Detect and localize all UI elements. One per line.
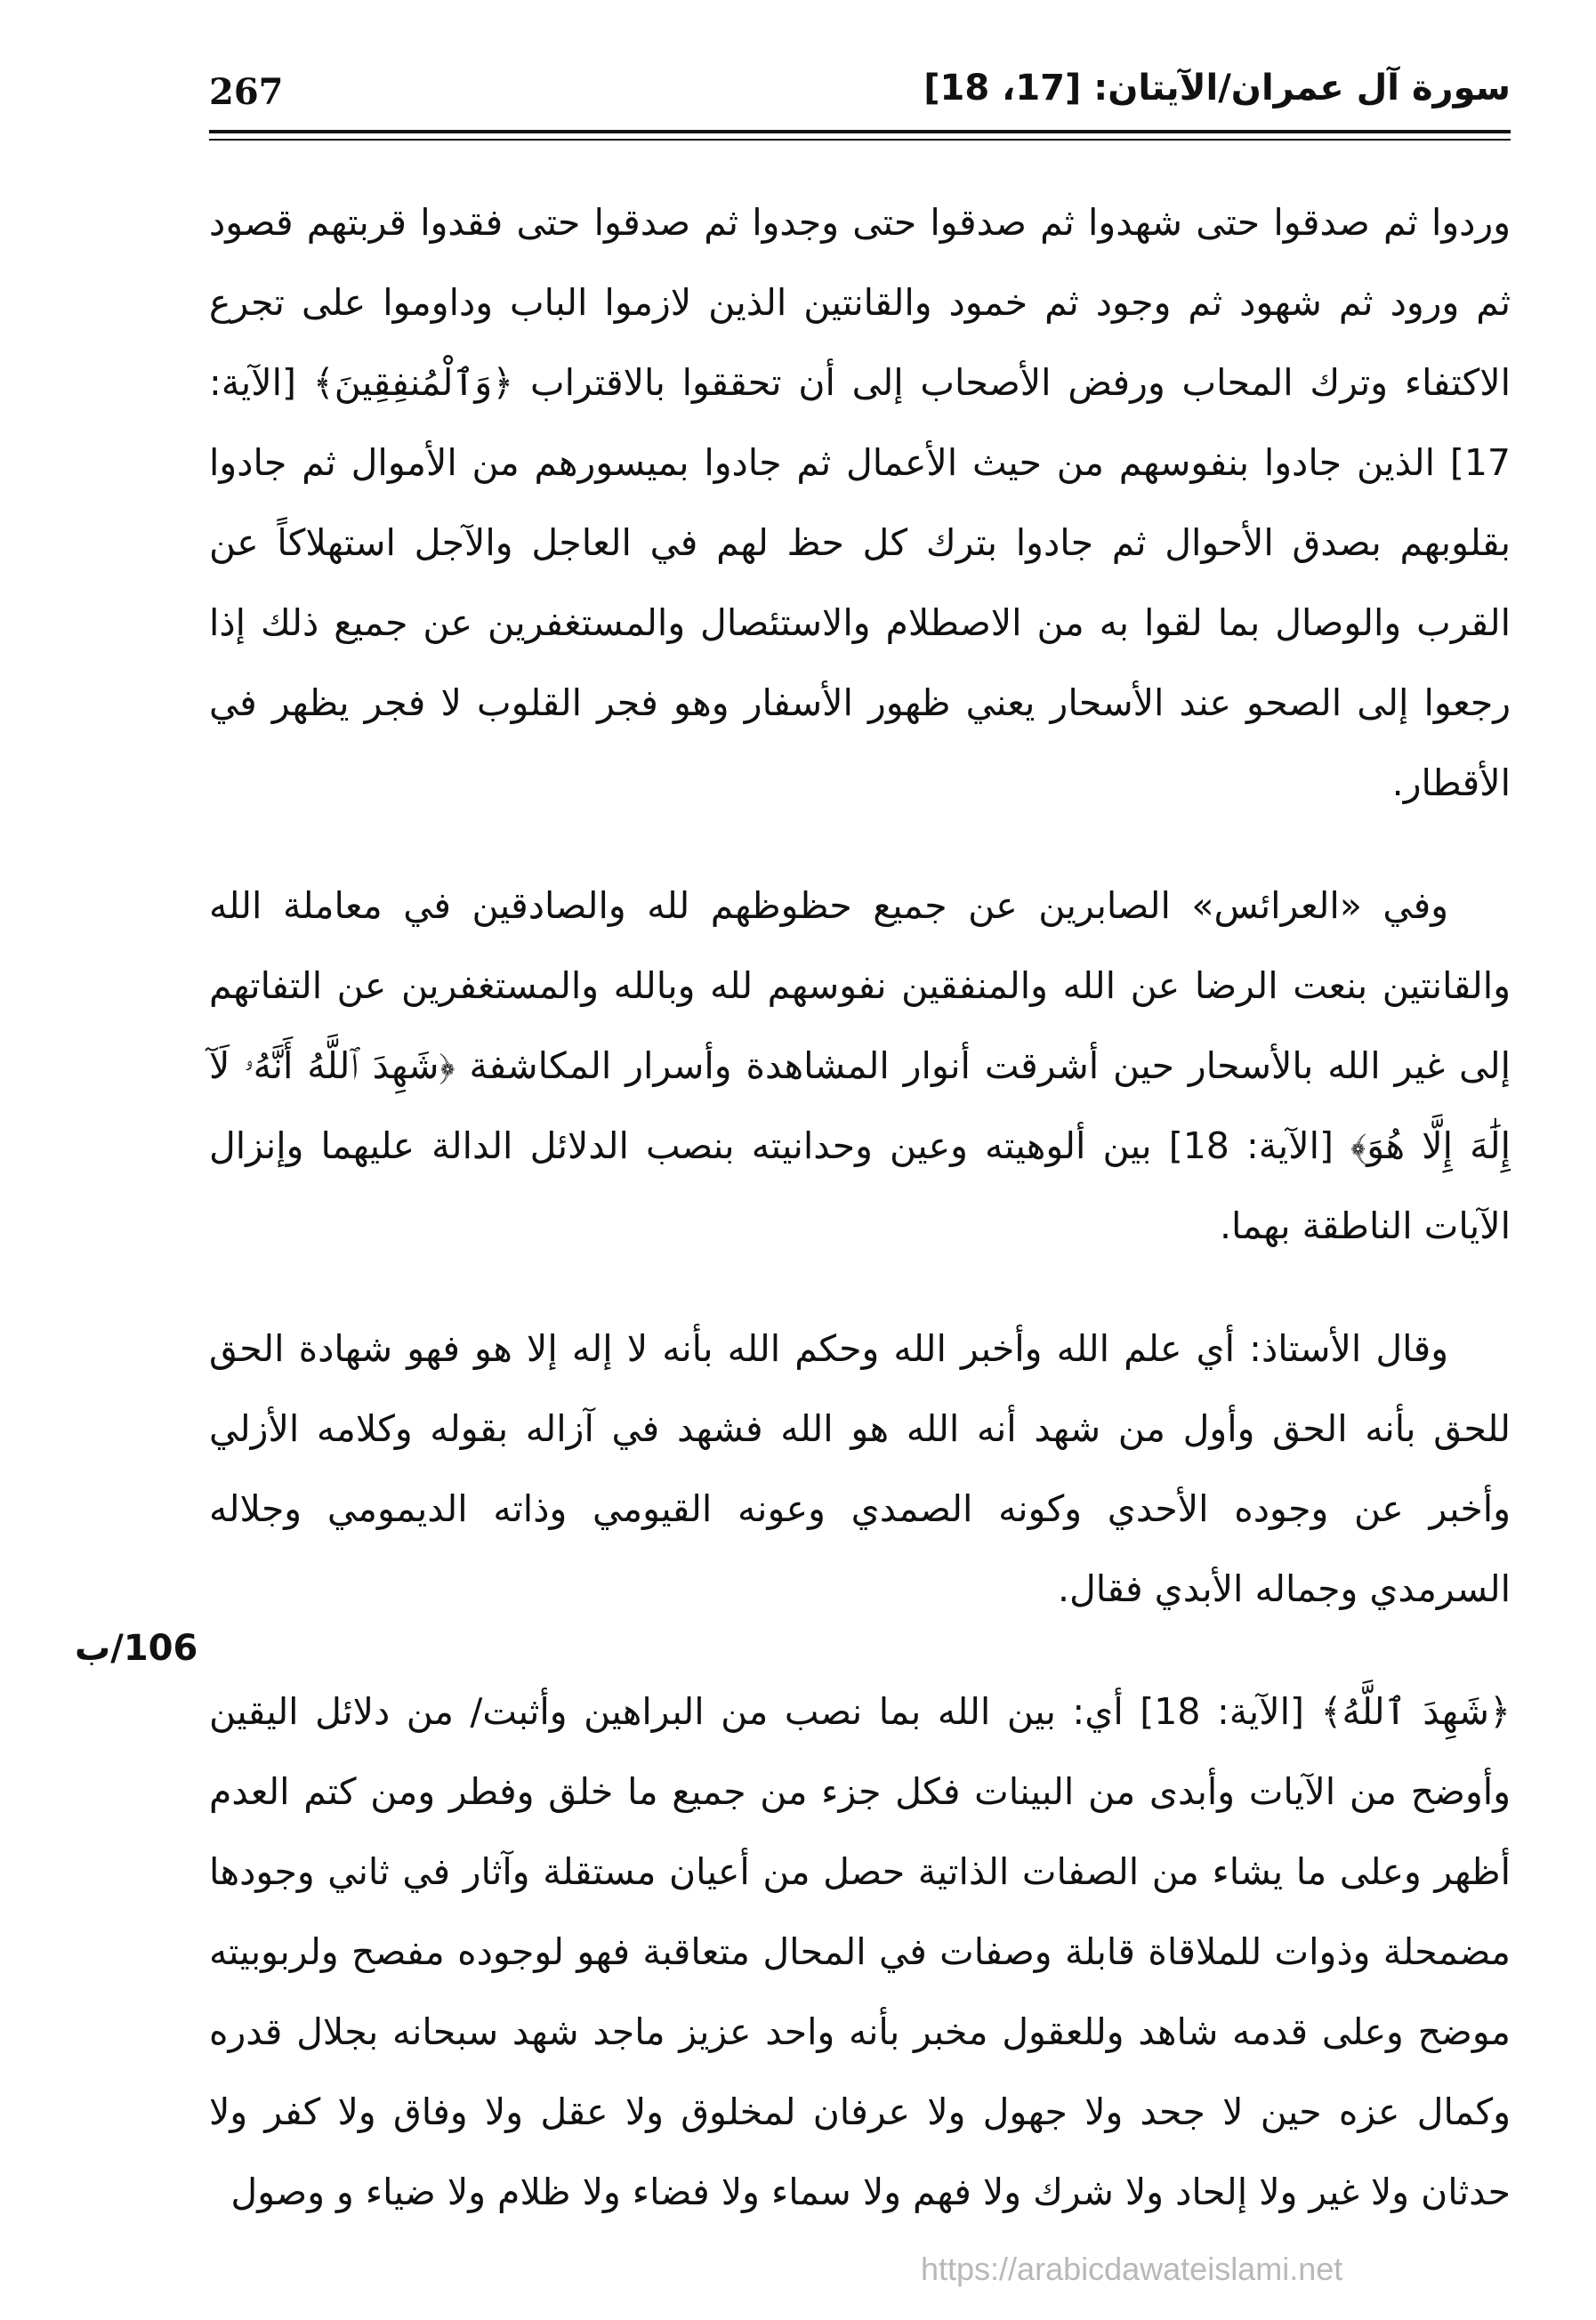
- paragraph-2: وفي «العرائس» الصابرين عن جميع حظوظهم لله والصادقين في معاملة الله والقانتين بنعت الرضا عن الله والمنفقين نفوسهم لله وبالله والمستغفرين عن التفاتهم إلى غير الله بالأسحار حين أشرقت أنوار المشاهدة وأسرار المكاشفة ﴿شَهِدَ ٱللَّهُ أَنَّهُۥ لَآ إِلَٰهَ إِلَّا هُوَ﴾ [الآية: 18] بين ألوهيته وعين وحدانيته بنصب الدلائل الدالة عليهما وإنزال الآيات الناطقة بهما.: [209, 884, 1511, 1247]
- main-text: [209, 182, 1511, 2232]
- running-title: سورة آل عمران/الآيتان: [17، 18]: [923, 68, 1511, 109]
- page-header: [209, 68, 1511, 130]
- header-rule-thin: [209, 139, 1511, 141]
- paragraph-4: ﴿شَهِدَ ٱللَّهُ﴾ [الآية: 18] أي: بين الله بما نصب من البراهين وأثبت/ من دلائل اليقين وأوضح من الآيات وأبدى من البينات فكل جزء من جميع ما خلق وفطر ومن كتم العدم أظهر وعلى ما يشاء من الصفات الذاتية حصل من أعيان مستقلة وآثار في ثاني وجودها مضمحلة وذوات للملاقاة قابلة وصفات في المحال متعاقبة فهو لوجوده مفصح ولربوبيته موضح وعلى قدمه شاهد وللعقول مخبر بأنه واحد عزيز ماجد شهد سبحانه بجلال قدره وكمال عزه حين لا جحد ولا جهول ولا عرفان لمخلوق ولا عقل ولا وفاق ولا كفر ولا حدثان ولا غير ولا إلحاد ولا شرك ولا فهم ولا سماء ولا فضاء ولا ظلام ولا ضياء و وصول: [209, 1690, 1511, 2213]
- header-rule-thick: [209, 130, 1511, 133]
- paragraph-1: وردوا ثم صدقوا حتى شهدوا ثم صدقوا حتى وجدوا ثم صدقوا حتى فقدوا قربتهم قصود ثم ورود ثم شهود ثم وجود ثم خمود والقانتين الذين لازموا الباب وداوموا على تجرع الاكتفاء وترك المحاب ورفض الأصحاب إلى أن تحققوا بالاقتراب ﴿وَٱلْمُنفِقِينَ﴾ [الآية: 17] الذين جادوا بنفوسهم من حيث الأعمال ثم جادوا بميسورهم من الأموال ثم جادوا بقلوبهم بصدق الأحوال ثم جادوا بترك كل حظ لهم في العاجل والآجل استهلاكاً عن القرب والوصال بما لقوا به من الاصطلام والاستئصال والمستغفرين عن جميع ذلك إذا رجعوا إلى الصحو عند الأسحار يعني ظهور الأسفار وهو فجر القلوب لا فجر يظهر في الأقطار.: [209, 201, 1511, 804]
- page-number: 267: [209, 71, 284, 113]
- manuscript-folio-note: 106/ب: [75, 1628, 198, 1669]
- paragraph-3: وقال الأستاذ: أي علم الله وأخبر الله وحكم الله بأنه لا إله إلا هو فهو شهادة الحق للحق بأنه الحق وأول من شهد أنه الله هو الله فشهد في آزاله بقوله وكلامه الأزلي وأخبر عن وجوده الأحدي وكونه الصمدي وعونه القيومي وذاته الديمومي وجلاله السرمدي وجماله الأبدي فقال.: [209, 1327, 1511, 1610]
- watermark-url: https://arabicdawateislami.net: [921, 2251, 1343, 2287]
